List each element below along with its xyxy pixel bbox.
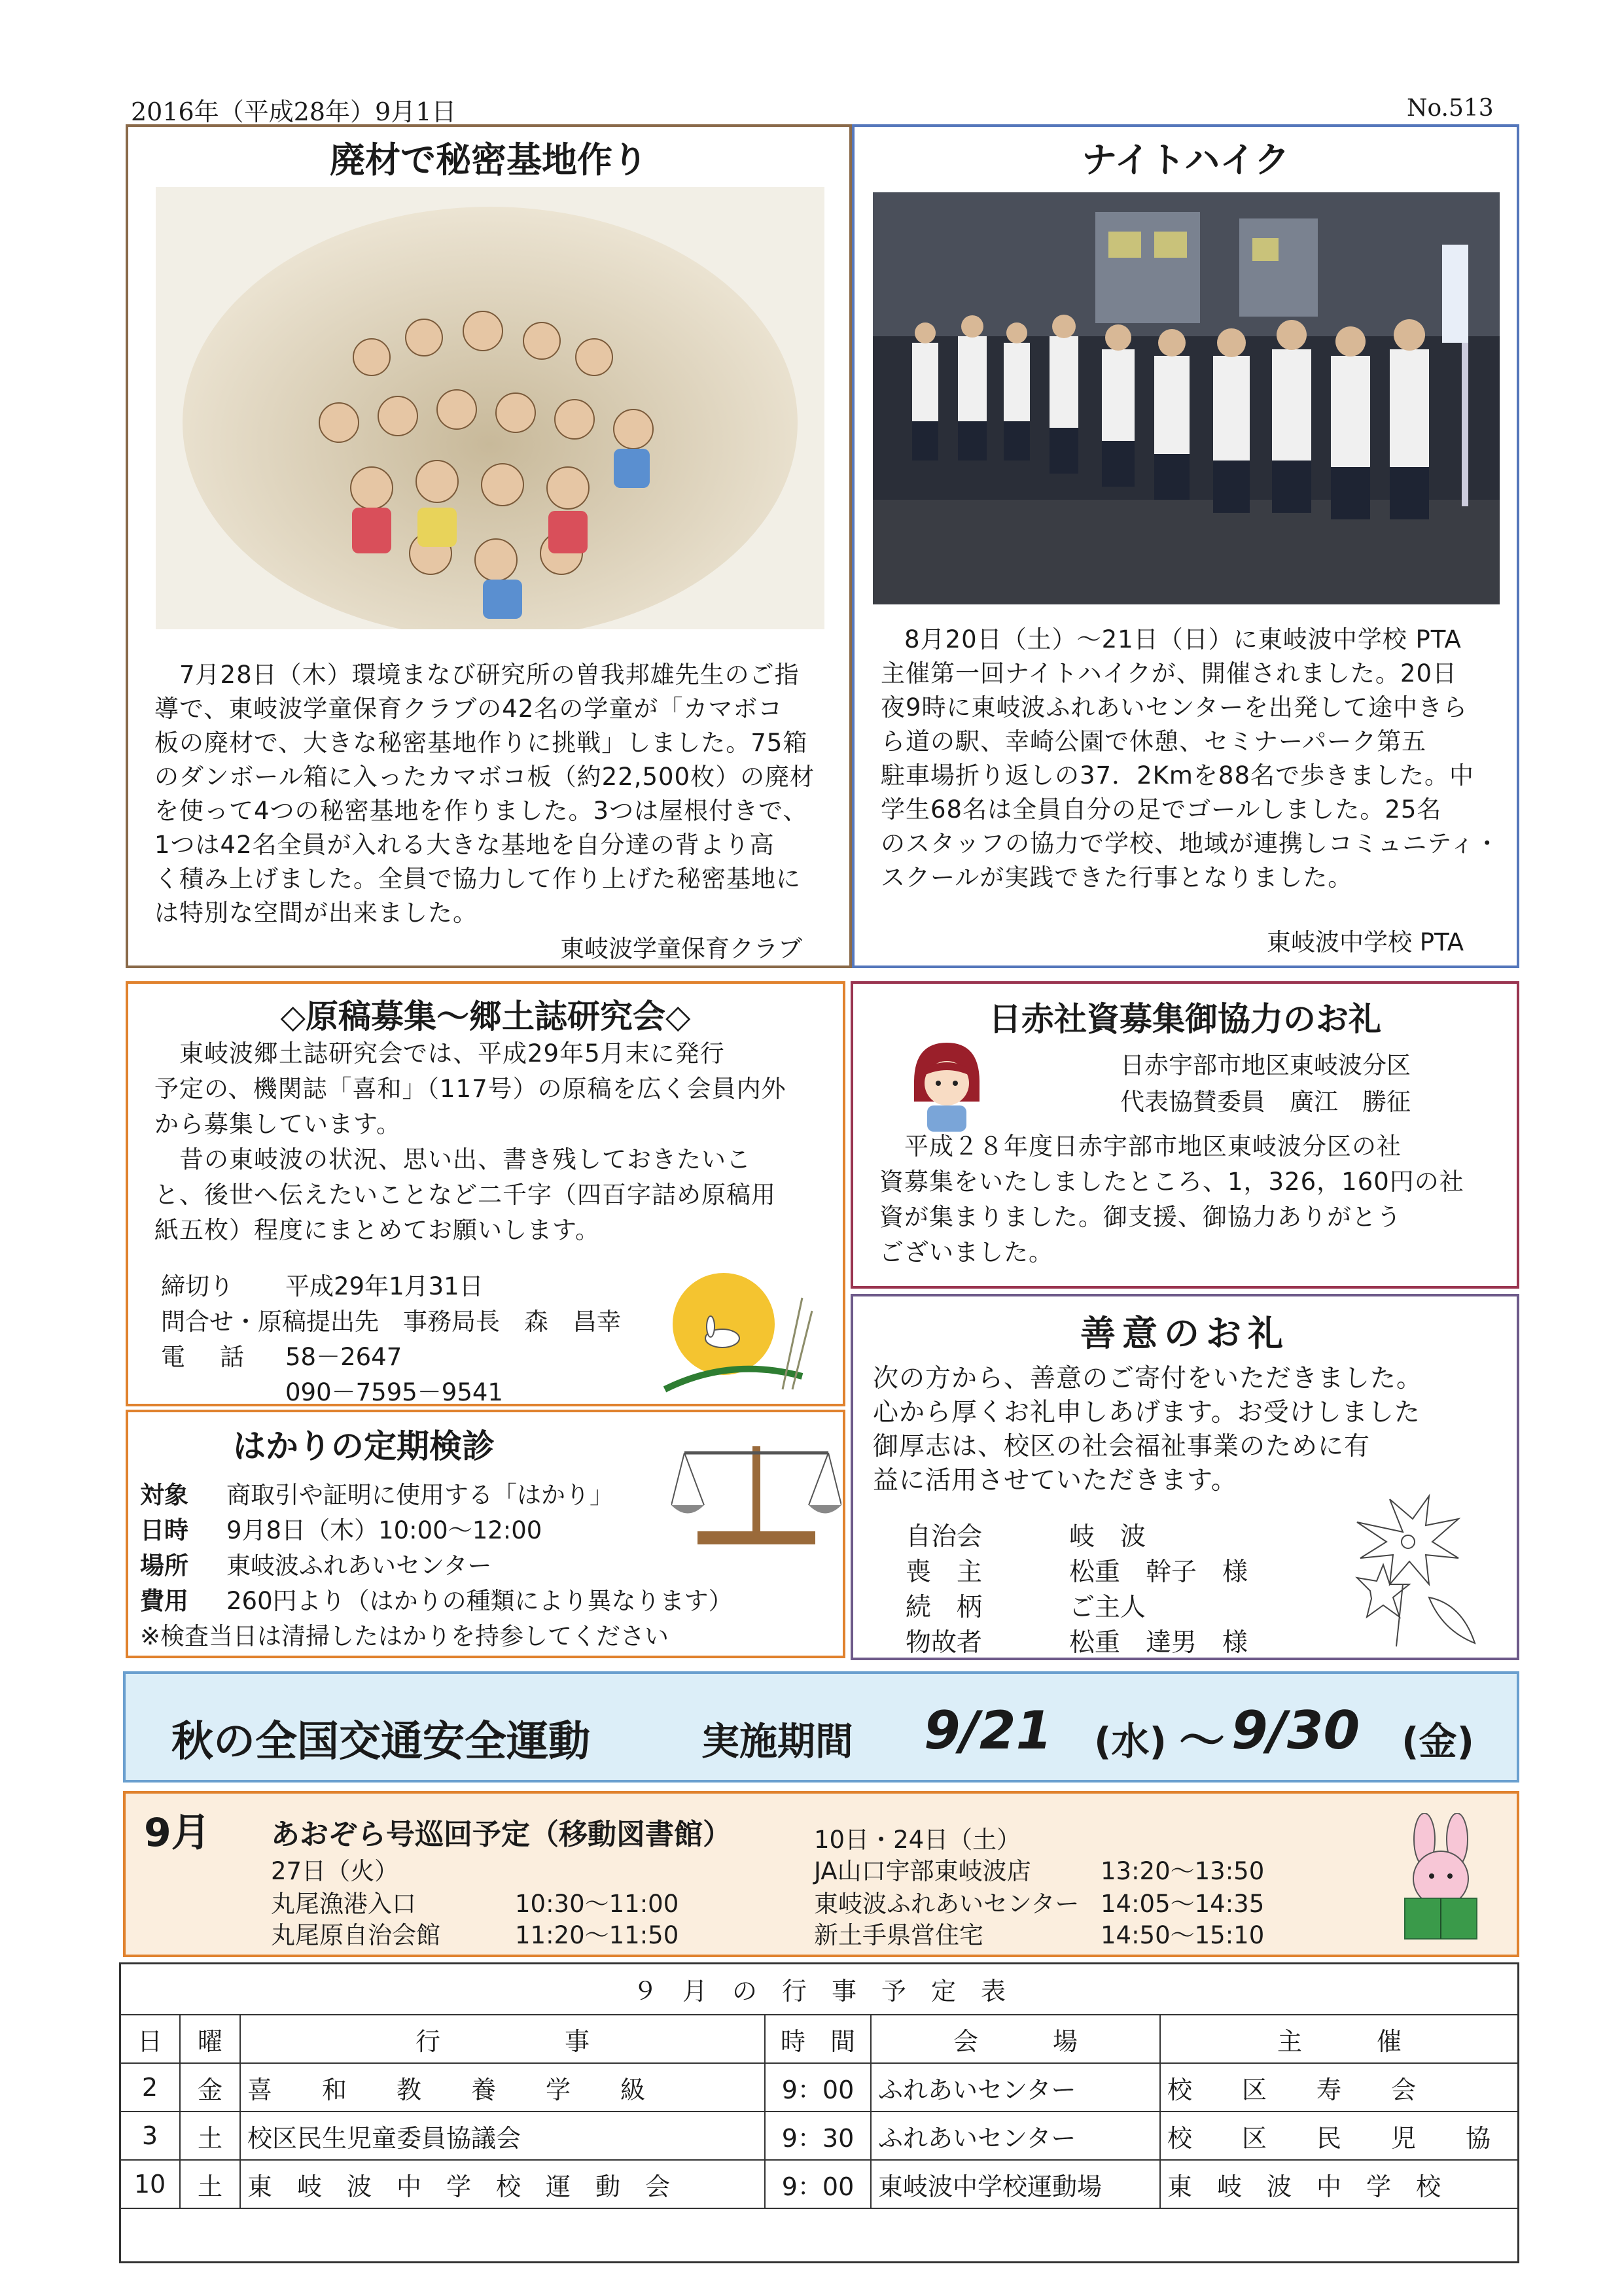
rabbit-reading-icon	[1382, 1813, 1500, 1944]
text-line: 夜9時に東岐波ふれあいセンターを出発して途中きら	[881, 693, 1468, 722]
text-line: のスタッフの協力で学校、地域が連携しコミュニティ・	[881, 829, 1500, 858]
goodwill-article	[851, 1294, 1519, 1660]
donor-label: 自治会	[906, 1522, 983, 1552]
library-group1-date: 27日（火）	[271, 1857, 399, 1885]
traffic-tilde: ～	[1179, 1714, 1225, 1767]
event-schedule	[119, 1962, 1519, 2263]
text-line: ございました。	[879, 1238, 1053, 1266]
phone-number-1: 58－2647	[285, 1343, 402, 1371]
library-stop-place: 丸尾漁港入口	[271, 1890, 416, 1918]
secret-base-text	[154, 658, 835, 930]
table-row	[120, 2112, 1519, 2160]
text-line: を使って4つの秘密基地を作りました。3つは屋根付きで、	[154, 797, 808, 825]
red-cross-title: 日赤社資募集御協力のお礼	[989, 1000, 1381, 1038]
weekday-cell: 金	[180, 2063, 240, 2112]
library-stop-place: 丸尾原自治会館	[271, 1921, 440, 1949]
library-group2-date: 10日・24日（土）	[814, 1826, 1021, 1854]
scale-inspection-article	[126, 1410, 845, 1658]
library-month: 9月	[144, 1810, 211, 1856]
text-line: く積み上げました。全員で協力して作り上げた秘密基地に	[154, 865, 801, 893]
night-hike-text	[881, 623, 1509, 895]
issue-number: No.513	[1407, 95, 1494, 122]
contact-label: 問合せ・原稿提出先	[161, 1308, 379, 1336]
host-cell: 校 区 民 児 協	[1160, 2112, 1519, 2160]
manuscript-text	[154, 1036, 835, 1248]
traffic-dow-end: (金)	[1402, 1719, 1475, 1764]
scale-row-fee-label: 費用	[140, 1587, 188, 1615]
text-line: 心から厚くお礼申しあげます。お受けしました	[873, 1398, 1421, 1427]
column-header: 主 催	[1160, 2015, 1519, 2063]
red-cross-article	[851, 981, 1519, 1289]
text-line: 板の廃材で、大きな秘密基地作りに挑戦」しました。75箱	[154, 729, 808, 757]
goodwill-title: 善意のお礼	[1080, 1312, 1290, 1354]
library-stop-time: 14:05～14:35	[1101, 1890, 1265, 1918]
column-header: 曜	[180, 2015, 240, 2063]
traffic-period-start: 9/21	[924, 1700, 1053, 1761]
text-line: 昔の東岐波の状況、思い出、書き残しておきたいこ	[154, 1145, 751, 1174]
traffic-dow-start: (水)	[1094, 1719, 1167, 1764]
donor-label: 喪 主	[906, 1557, 983, 1587]
traffic-period-end: 9/30	[1231, 1700, 1360, 1761]
library-stop-time: 10:30～11:00	[515, 1890, 679, 1918]
library-title: あおぞら号巡回予定（移動図書館）	[271, 1818, 732, 1851]
text-line: 学生68名は全員自分の足でゴールしました。25名	[881, 795, 1442, 824]
venue-cell: ふれあいセンター	[871, 2063, 1160, 2112]
red-cross-representative: 代表協賛委員 廣江 勝征	[1120, 1088, 1411, 1116]
table-header-row	[120, 2015, 1519, 2063]
host-cell: 東 岐 波 中 学 校	[1160, 2160, 1519, 2208]
donor-name: 松重 達男 様	[1069, 1628, 1248, 1658]
scale-row-target-label: 対象	[140, 1481, 188, 1509]
traffic-safety-banner	[123, 1671, 1519, 1783]
secret-base-photo	[156, 187, 824, 629]
deadline-value: 平成29年1月31日	[285, 1272, 484, 1300]
time-cell: 9：30	[765, 2112, 871, 2160]
text-line: のダンボール箱に入ったカマボコ板（約22,500枚）の廃材	[154, 763, 815, 791]
text-line: から募集しています。	[154, 1110, 402, 1138]
red-cross-text	[879, 1129, 1508, 1270]
library-stop-time: 11:20～11:50	[515, 1921, 679, 1949]
text-line: 7月28日（木）環境まなび研究所の曽我邦雄先生のご指	[154, 661, 800, 689]
column-header: 時 間	[765, 2015, 871, 2063]
text-line: 予定の、機関誌「喜和」（117号）の原稿を広く会員内外	[154, 1075, 786, 1103]
phone-number-2: 090－7595－9541	[285, 1378, 503, 1406]
table-row	[120, 2063, 1519, 2112]
secret-base-signature: 東岐波学童保育クラブ	[560, 935, 802, 963]
day-cell: 10	[120, 2160, 180, 2208]
text-line: ら道の駅、幸崎公園で休憩、セミナーパーク第五	[881, 727, 1427, 756]
text-line: 益に活用させていただきます。	[873, 1466, 1237, 1495]
column-header: 会 場	[871, 2015, 1160, 2063]
deadline-label: 締切り	[161, 1272, 234, 1300]
issue-date: 2016年（平成28年）9月1日	[131, 97, 457, 126]
scale-row-place-value: 東岐波ふれあいセンター	[226, 1552, 492, 1580]
time-cell: 9：00	[765, 2063, 871, 2112]
scale-row-fee-value: 260円より（はかりの種類により異なります）	[226, 1587, 733, 1615]
host-cell: 校 区 寿 会	[1160, 2063, 1519, 2112]
girl-character-icon	[904, 1036, 989, 1134]
night-hike-title: ナイトハイク	[1081, 139, 1290, 181]
scale-row-place-label: 場所	[140, 1552, 188, 1580]
text-line: 導で、東岐波学童保育クラブの42名の学童が「カマボコ	[154, 695, 783, 723]
text-line: は特別な空間が出来ました。	[154, 899, 478, 927]
column-header: 日	[120, 2015, 180, 2063]
library-stop-place: 東岐波ふれあいセンター	[814, 1890, 1080, 1918]
mobile-library-section	[123, 1791, 1519, 1957]
night-hike-signature: 東岐波中学校 PTA	[1267, 928, 1464, 956]
text-line: 1つは42名全員が入れる大きな基地を自分達の背より高	[154, 831, 775, 859]
moon-rabbit-illustration	[652, 1259, 822, 1402]
text-line: 主催第一回ナイトハイクが、開催されました。20日	[881, 659, 1458, 687]
scale-title: はかりの定期検診	[233, 1427, 495, 1465]
library-stop-place: JA山口宇部東岐波店	[814, 1857, 1031, 1885]
text-line: 駐車場折り返しの37．2Kmを88名で歩きました。中	[881, 761, 1475, 790]
flower-illustration	[1331, 1493, 1481, 1650]
scale-row-date-value: 9月8日（木）10:00～12:00	[226, 1516, 542, 1544]
scale-row-target-value: 商取引や証明に使用する「はかり」	[226, 1481, 614, 1509]
night-hike-photo	[873, 192, 1500, 604]
event-cell: 喜 和 教 養 学 級	[240, 2063, 765, 2112]
night-hike-article	[852, 124, 1519, 968]
event-cell: 東 岐 波 中 学 校 運 動 会	[240, 2160, 765, 2208]
red-cross-org: 日赤宇部市地区東岐波分区	[1120, 1051, 1411, 1079]
donor-label: 続 柄	[906, 1593, 983, 1622]
library-stop-time: 14:50～15:10	[1101, 1921, 1265, 1949]
event-cell: 校区民生児童委員協議会	[240, 2112, 765, 2160]
day-cell: 2	[120, 2063, 180, 2112]
children-in-box-photo	[156, 187, 824, 629]
traffic-period-label: 実施期間	[701, 1719, 854, 1764]
scale-note: ※検査当日は清掃したはかりを持参してください	[140, 1622, 669, 1650]
venue-cell: 東岐波中学校運動場	[871, 2160, 1160, 2208]
donor-name: 岐 波	[1069, 1522, 1146, 1552]
weekday-cell: 土	[180, 2112, 240, 2160]
library-stop-place: 新土手県営住宅	[814, 1921, 983, 1949]
donor-label: 物故者	[906, 1628, 983, 1658]
column-header: 行 事	[240, 2015, 765, 2063]
table-row	[120, 2160, 1519, 2208]
text-line: と、後世へ伝えたいことなど二千字（四百字詰め原稿用	[154, 1181, 776, 1209]
phone-label: 電 話	[161, 1343, 249, 1371]
students-walking-photo	[873, 192, 1500, 604]
balance-scale-icon	[671, 1433, 841, 1551]
donor-name: 松重 幹子 様	[1069, 1557, 1248, 1587]
text-line: 御厚志は、校区の社会福祉事業のために有	[873, 1432, 1371, 1461]
goodwill-text	[873, 1362, 1514, 1498]
text-line: スクールが実践できた行事となりました。	[881, 863, 1353, 892]
weekday-cell: 土	[180, 2160, 240, 2208]
text-line: 8月20日（土）～21日（日）に東岐波中学校 PTA	[904, 625, 1462, 653]
time-cell: 9：00	[765, 2160, 871, 2208]
manuscript-article	[126, 981, 845, 1406]
contact-value: 事務局長 森 昌幸	[403, 1308, 621, 1336]
text-line: 東岐波郷土誌研究会では、平成29年5月末に発行	[154, 1039, 725, 1068]
traffic-title: 秋の全国交通安全運動	[171, 1718, 590, 1766]
day-cell: 3	[120, 2112, 180, 2160]
text-line: 資募集をいたしましたところ、1，326，160円の社	[879, 1168, 1464, 1196]
manuscript-title: ◇原稿募集～郷土誌研究会◇	[280, 998, 691, 1035]
secret-base-title: 廃材で秘密基地作り	[330, 139, 648, 181]
text-line: 平成２８年度日赤宇部市地区東岐波分区の社	[879, 1132, 1402, 1160]
text-line: 資が集まりました。御支援、御協力ありがとう	[879, 1203, 1402, 1231]
schedule-table	[119, 2014, 1519, 2209]
text-line: 紙五枚）程度にまとめてお願いします。	[154, 1216, 601, 1244]
secret-base-article	[126, 124, 852, 968]
library-stop-time: 13:20～13:50	[1101, 1857, 1265, 1885]
scale-row-date-label: 日時	[140, 1516, 188, 1544]
text-line: 次の方から、善意のご寄付をいただきました。	[873, 1364, 1423, 1393]
donor-name: ご主人	[1069, 1593, 1146, 1622]
venue-cell: ふれあいセンター	[871, 2112, 1160, 2160]
schedule-title: ９ 月 の 行 事 予 定 表	[632, 1977, 1006, 2006]
